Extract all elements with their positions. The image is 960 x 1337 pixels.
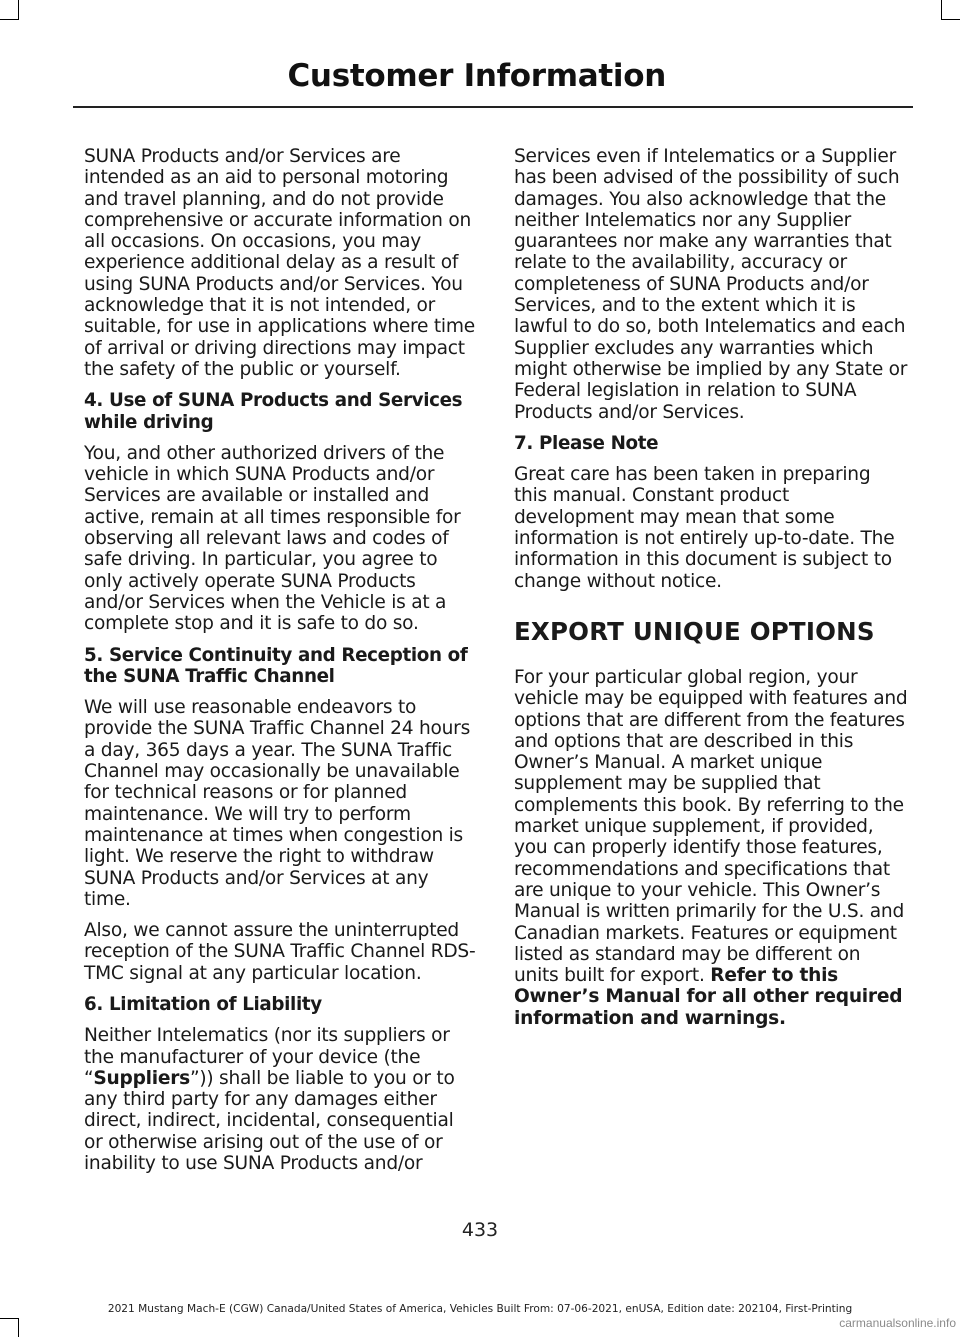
watermark: carmanualsonline.info [839, 1316, 956, 1330]
crop-mark-top-right-h [941, 19, 960, 20]
heading-service-continuity: 5. Service Continuity and Reception of the SUNA Traffic Channel [84, 644, 468, 687]
paragraph-suna-intro: SUNA Products and/or Services are intended as an aid to personal motoring and travel planning, and do not provide comprehensive or accurate information on all occasions. On occasions, you may experience additional delay as a result of using SUNA Products and/or Services. You acknowledge that it is not intended, or suitable, for use in applications where time of arrival or driving directions may impact the safety of the public or yourself. [84, 146, 475, 380]
page-title: Customer Information [287, 58, 666, 94]
export-bold-note: Refer to this Owner’s Manual for all other required information and warnings. [514, 965, 903, 1029]
paragraph-please-note: Great care has been taken in preparing this manual. Constant product development may mean that some information is not entirely up-to-date. The information in this document is subject to change without notice. [514, 464, 895, 592]
liability-text-end: ”)) shall be liable to you or to any third party for any damages either direct, indirect, incidental, consequential or otherwise arising out of the use of or inability to use SUNA Products and/or [84, 1067, 455, 1175]
paragraph-service-continuity: We will use reasonable endeavors to provide the SUNA Traffic Channel 24 hours a day, 365 days a year. The SUNA Traffic Channel may occasionally be unavailable for technical reasons or for planned maintenance. We will try to perform maintenance at times when congestion is light. We reserve the right to withdraw SUNA Products and/or Services at any time. [84, 697, 471, 910]
paragraph-reception: Also, we cannot assure the uninterrupted reception of the SUNA Traffic Channel RDS-TMC signal at any particular location. [84, 920, 476, 984]
header-rule [73, 106, 913, 108]
right-column [514, 146, 908, 1039]
paragraph-export-options [514, 667, 908, 1029]
page-number: 433 [461, 1219, 499, 1241]
crop-mark-top-left-h [0, 19, 19, 20]
left-column [84, 146, 476, 1184]
export-text: For your particular global region, your vehicle may be equipped with features and options that are different from the features and options that are described in this Owner’s Manual. A market unique supplement may be supplied that complements this book. By referring to the market unique supplement, if provided, you can properly identify those features, recommendations and specifications that are unique to your vehicle. This Owner’s Manual is written primarily for the U.S. and Canadian markets. Features or equipment listed as standard may be different on units built for export. [514, 666, 908, 987]
paragraph-limitation-liability [84, 1025, 476, 1174]
crop-mark-bottom-left [18, 1318, 19, 1337]
heading-limitation-liability: 6. Limitation of Liability [84, 993, 322, 1015]
crop-mark-top-right [941, 0, 942, 19]
liability-text-start: Neither Intelematics (nor its suppliers or the manufacturer of your device (the “ [84, 1025, 450, 1089]
crop-mark-top-left [18, 0, 19, 19]
suppliers-term: Suppliers [93, 1067, 190, 1089]
heading-use-while-driving: 4. Use of SUNA Products and Services while driving [84, 390, 463, 433]
paragraph-use-while-driving: You, and other authorized drivers of the vehicle in which SUNA Products and/or Services are available or installed and active, remain at all times responsible for observing all relevant laws and codes of safe driving. In particular, you agree to only actively operate SUNA Products and/or Services when the Vehicle is at a complete stop and it is safe to do so. [84, 442, 461, 635]
paragraph-liability-continued: Services even if Intelematics or a Supplier has been advised of the possibility of such damages. You also acknowledge that the neither Intelematics nor any Supplier guarantees nor make any warranties that relate to the availability, accuracy or completeness of SUNA Products and/or Services, and to the extent which it is lawful to do so, both Intelematics and each Supplier excludes any warranties which might otherwise be implied by any State or Federal legislation in relation to SUNA Products and/or Services. [514, 146, 908, 423]
footer-edition-info: 2021 Mustang Mach-E (CGW) Canada/United States of America, Vehicles Built From: 07-06-2021, enUSA, Edition date: 202104, First-Printing [107, 1303, 853, 1315]
crop-mark-bottom-left-h [0, 1318, 19, 1319]
heading-please-note: 7. Please Note [514, 432, 659, 454]
section-title-export-options: EXPORT UNIQUE OPTIONS [514, 616, 875, 646]
